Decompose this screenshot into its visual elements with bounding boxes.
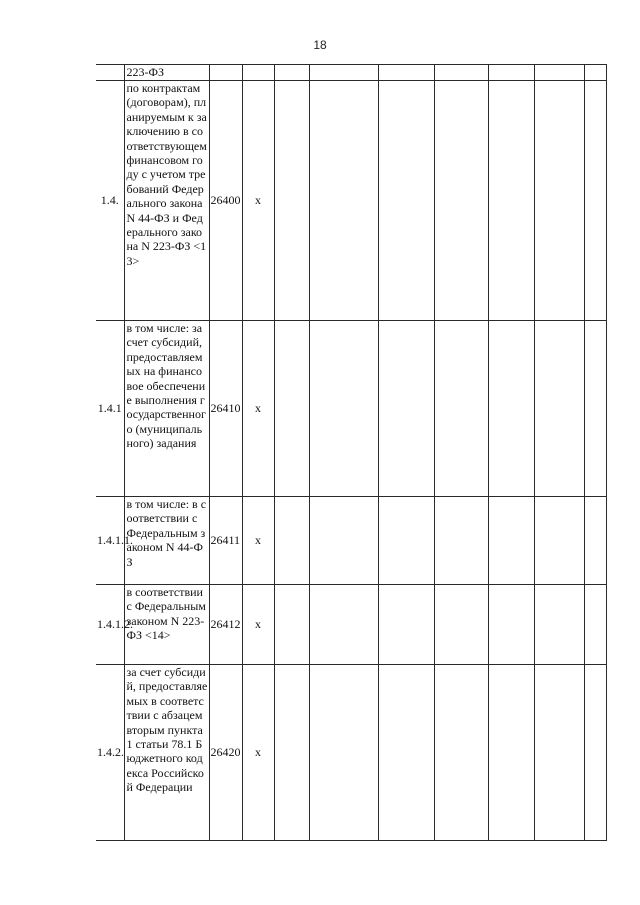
row-x: х: [242, 497, 274, 585]
row-name: в том числе: за счет субсидий, предоставляемых на финансовое обеспечение выполнения государственного (муниципального) задания: [124, 321, 209, 497]
empty-cell: [378, 81, 434, 321]
row-name: за счет субсидий, предоставляемых в соответствии с абзацем вторым пункта 1 статьи 78.1 Бюджетного кодекса Российской Федерации: [124, 665, 209, 841]
budget-table: [96, 64, 607, 841]
row-number: 1.4.1: [96, 321, 124, 497]
row-code: 26412: [209, 585, 242, 665]
empty-cell: [534, 665, 584, 841]
page-number: 18: [313, 38, 327, 52]
row-name: в соответствии с Федеральным законом N 223-ФЗ <14>: [124, 585, 209, 665]
row-x: х: [242, 81, 274, 321]
row-code: [209, 65, 242, 81]
empty-cell: [584, 321, 606, 497]
empty-cell: [584, 497, 606, 585]
row-number: 1.4.1.1.: [96, 497, 124, 585]
empty-cell: [584, 585, 606, 665]
empty-cell: [309, 321, 378, 497]
row-x: х: [242, 585, 274, 665]
row-number: 1.4.2.: [96, 665, 124, 841]
empty-cell: [274, 65, 309, 81]
row-x: х: [242, 321, 274, 497]
empty-cell: [488, 65, 534, 81]
empty-cell: [434, 585, 488, 665]
empty-cell: [434, 321, 488, 497]
empty-cell: [378, 497, 434, 585]
empty-cell: [584, 65, 606, 81]
empty-cell: [434, 65, 488, 81]
table-row: [96, 497, 606, 585]
row-name: в том числе: в соответствии с Федеральным законом N 44-ФЗ: [124, 497, 209, 585]
empty-cell: [378, 665, 434, 841]
empty-cell: [274, 497, 309, 585]
empty-cell: [534, 585, 584, 665]
empty-cell: [488, 665, 534, 841]
table-row: [96, 665, 606, 841]
empty-cell: [584, 665, 606, 841]
empty-cell: [274, 81, 309, 321]
table-row: [96, 321, 606, 497]
empty-cell: [434, 497, 488, 585]
empty-cell: [534, 497, 584, 585]
row-x: х: [242, 665, 274, 841]
row-code: 26400: [209, 81, 242, 321]
empty-cell: [309, 665, 378, 841]
empty-cell: [488, 321, 534, 497]
table-row: [96, 65, 606, 81]
table-row: [96, 81, 606, 321]
empty-cell: [584, 81, 606, 321]
row-code: 26410: [209, 321, 242, 497]
empty-cell: [488, 585, 534, 665]
row-x: [242, 65, 274, 81]
row-number: [96, 65, 124, 81]
row-number: 1.4.: [96, 81, 124, 321]
empty-cell: [309, 81, 378, 321]
empty-cell: [309, 497, 378, 585]
empty-cell: [274, 321, 309, 497]
empty-cell: [434, 81, 488, 321]
table-row: [96, 585, 606, 665]
empty-cell: [534, 65, 584, 81]
empty-cell: [309, 585, 378, 665]
row-code: 26420: [209, 665, 242, 841]
empty-cell: [378, 585, 434, 665]
empty-cell: [488, 81, 534, 321]
empty-cell: [434, 665, 488, 841]
empty-cell: [534, 321, 584, 497]
row-number: 1.4.1.2.: [96, 585, 124, 665]
empty-cell: [534, 81, 584, 321]
row-name: 223-ФЗ: [124, 65, 209, 81]
row-name: по контрактам (договорам), планируемым к заключению в соответствующем финансовом году с учетом требований Федерального закона N 44-ФЗ и Федерального закона N 223-ФЗ <13>: [124, 81, 209, 321]
empty-cell: [309, 65, 378, 81]
empty-cell: [378, 65, 434, 81]
empty-cell: [274, 585, 309, 665]
empty-cell: [274, 665, 309, 841]
row-code: 26411: [209, 497, 242, 585]
empty-cell: [488, 497, 534, 585]
empty-cell: [378, 321, 434, 497]
